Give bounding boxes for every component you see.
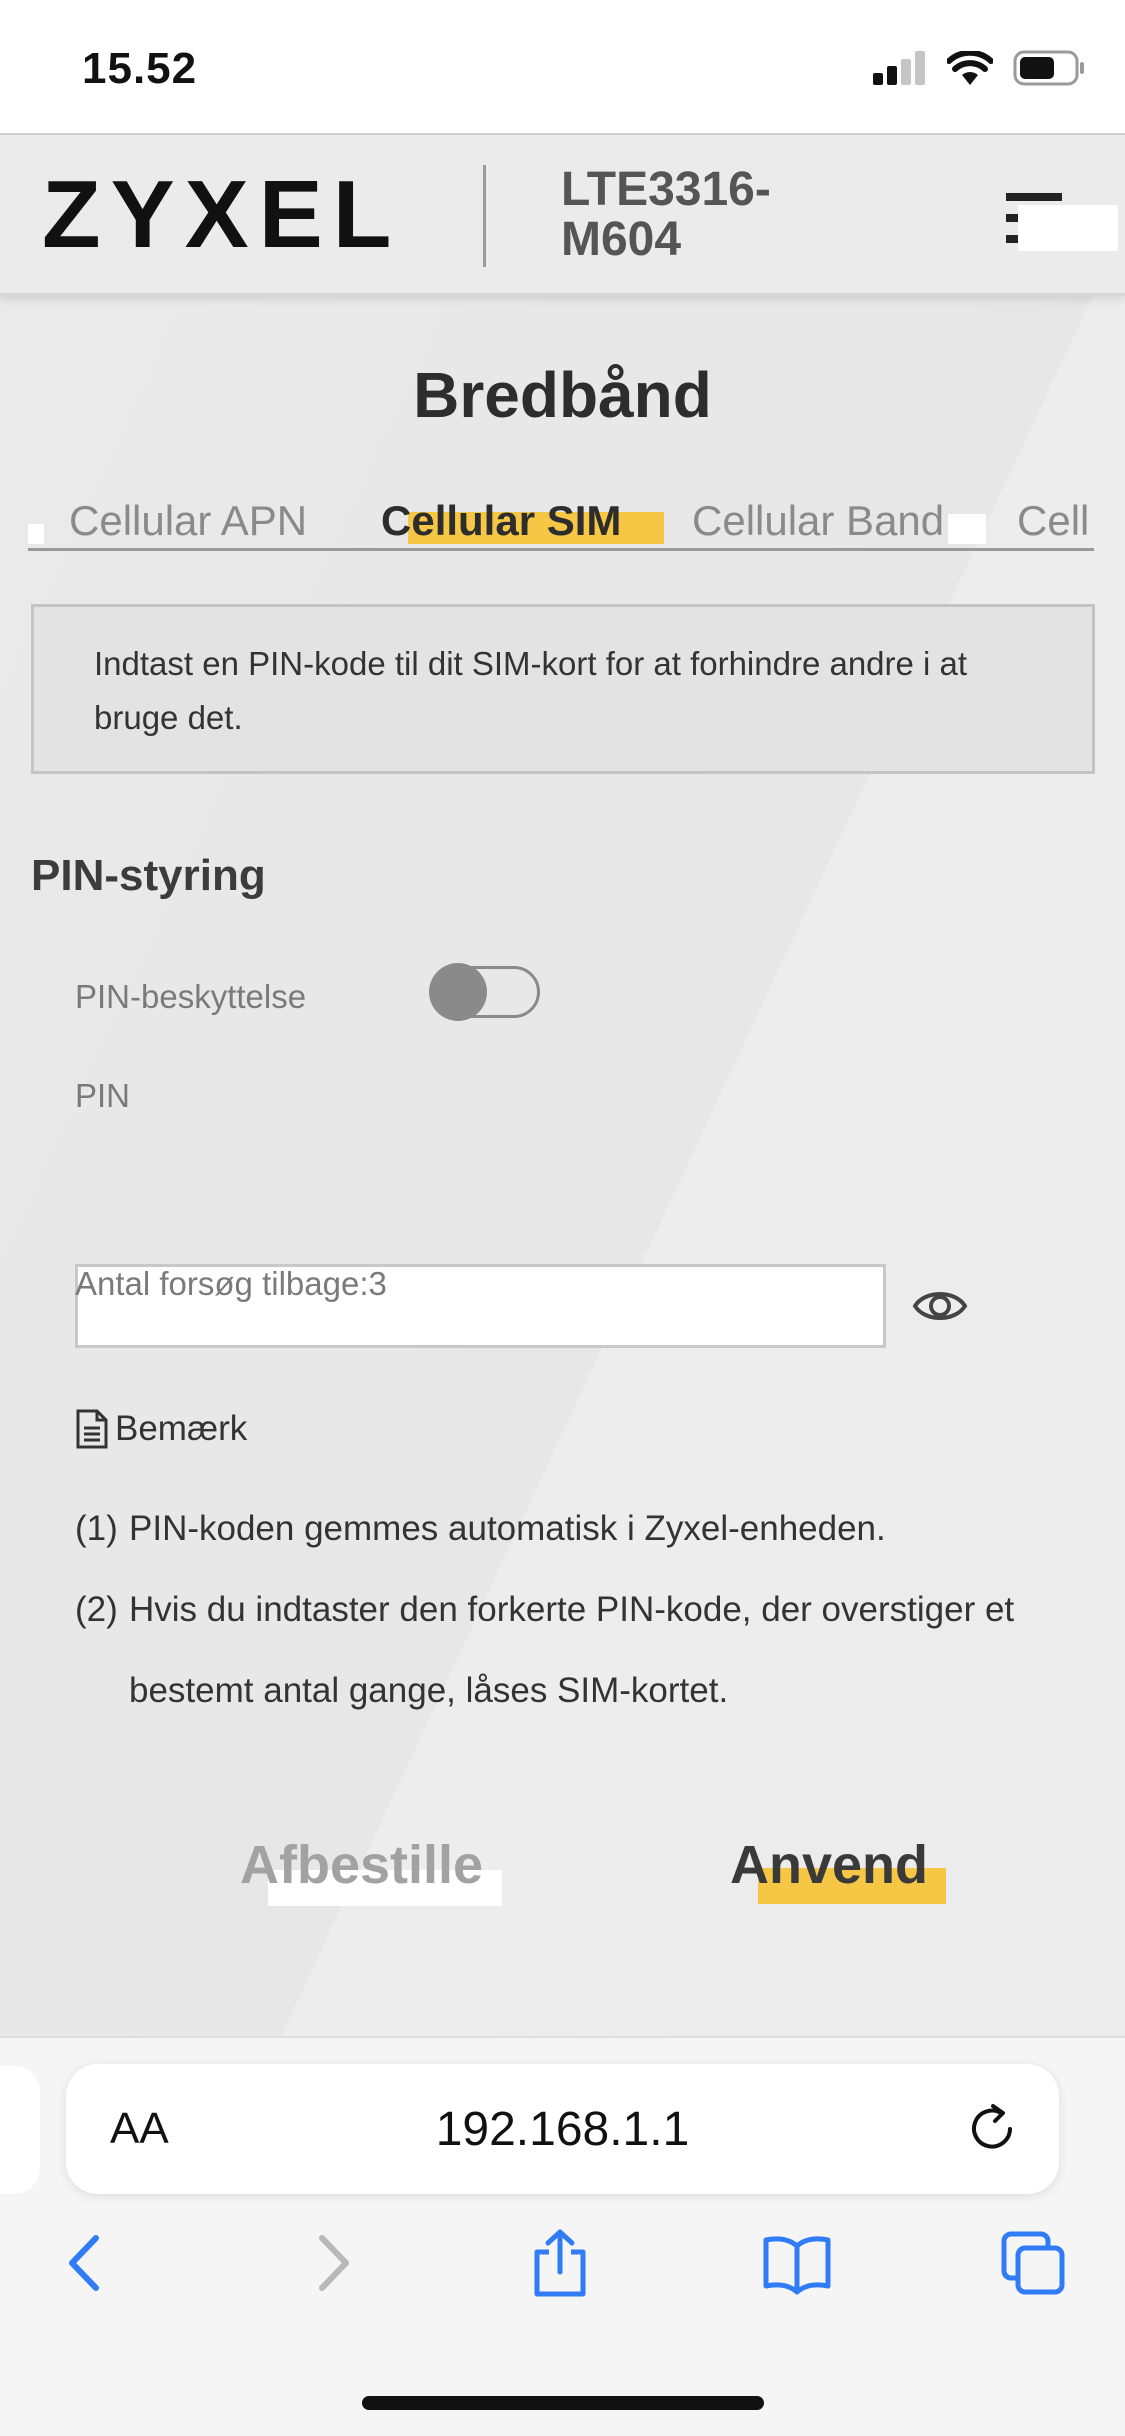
- bookmarks-icon[interactable]: [762, 2228, 832, 2298]
- note-item-2-text-line2: bestemt antal gange, låses SIM-kortet.: [129, 1671, 729, 1710]
- battery-icon: [1013, 50, 1085, 86]
- text-size-label: AA: [110, 2104, 169, 2153]
- note-item-2-num: (2): [75, 1590, 118, 1629]
- share-icon[interactable]: [525, 2228, 595, 2298]
- note-item-1-text: PIN-koden gemmes automatisk i Zyxel-enheden.: [129, 1509, 886, 1548]
- url-text[interactable]: 192.168.1.1: [435, 2103, 690, 2156]
- cancel-button[interactable]: Afbestille: [240, 1835, 484, 1895]
- redaction-box: [28, 524, 44, 544]
- reload-icon[interactable]: [965, 2102, 1019, 2156]
- pin-protection-label: PIN-beskyttelse: [75, 978, 307, 1015]
- back-icon[interactable]: [52, 2228, 122, 2298]
- note-item-1-num: (1): [75, 1509, 118, 1548]
- home-indicator: [362, 2396, 764, 2410]
- header: [0, 133, 1125, 296]
- status-time: 15.52: [82, 44, 198, 93]
- address-bar[interactable]: [66, 2064, 1059, 2194]
- tab-cellular-band[interactable]: Cellular Band: [692, 497, 945, 544]
- attempts-remaining: Antal forsøg tilbage:3: [75, 1265, 387, 1302]
- tabs-icon[interactable]: [998, 2228, 1068, 2298]
- toggle-knob: [429, 963, 487, 1021]
- browser-toolbar: [0, 2036, 1125, 2436]
- model-line-1: LTE3316-: [561, 163, 771, 216]
- tab-cellular-apn[interactable]: Cellular APN: [69, 497, 308, 544]
- pin-section-title: PIN-styring: [31, 851, 266, 900]
- model-name: [561, 165, 821, 265]
- forward-icon[interactable]: [296, 2228, 366, 2298]
- pin-protection-toggle[interactable]: [432, 966, 540, 1018]
- status-icons: [873, 46, 1085, 90]
- header-divider: [483, 165, 486, 267]
- page-title: Bredbånd: [413, 359, 712, 431]
- router-page: [0, 133, 1125, 2038]
- wifi-icon: [947, 51, 993, 85]
- note-title: Bemærk: [115, 1409, 248, 1448]
- previous-tab-peek[interactable]: [0, 2066, 40, 2194]
- redaction-box: [1018, 205, 1118, 251]
- model-line-2: M604: [561, 213, 682, 266]
- document-icon: [75, 1409, 109, 1449]
- tab-cell[interactable]: Cell: [1017, 497, 1090, 544]
- note-header: [75, 1409, 247, 1449]
- apply-button[interactable]: Anvend: [730, 1835, 929, 1895]
- status-bar: [0, 0, 1125, 133]
- tab-bar: [28, 488, 1094, 551]
- zyxel-logo: ZYXEL: [42, 161, 402, 268]
- tab-cellular-sim[interactable]: Cellular SIM: [381, 497, 622, 544]
- cellular-signal-icon: [873, 51, 927, 85]
- info-box: Indtast en PIN-kode til dit SIM-kort for at forhindre andre i at bruge det.: [31, 604, 1095, 774]
- pin-label: PIN: [75, 1077, 131, 1114]
- eye-icon[interactable]: [912, 1278, 968, 1334]
- note-item-2-text-line1: Hvis du indtaster den forkerte PIN-kode, der overstiger et: [129, 1590, 1015, 1629]
- redaction-box: [948, 514, 986, 544]
